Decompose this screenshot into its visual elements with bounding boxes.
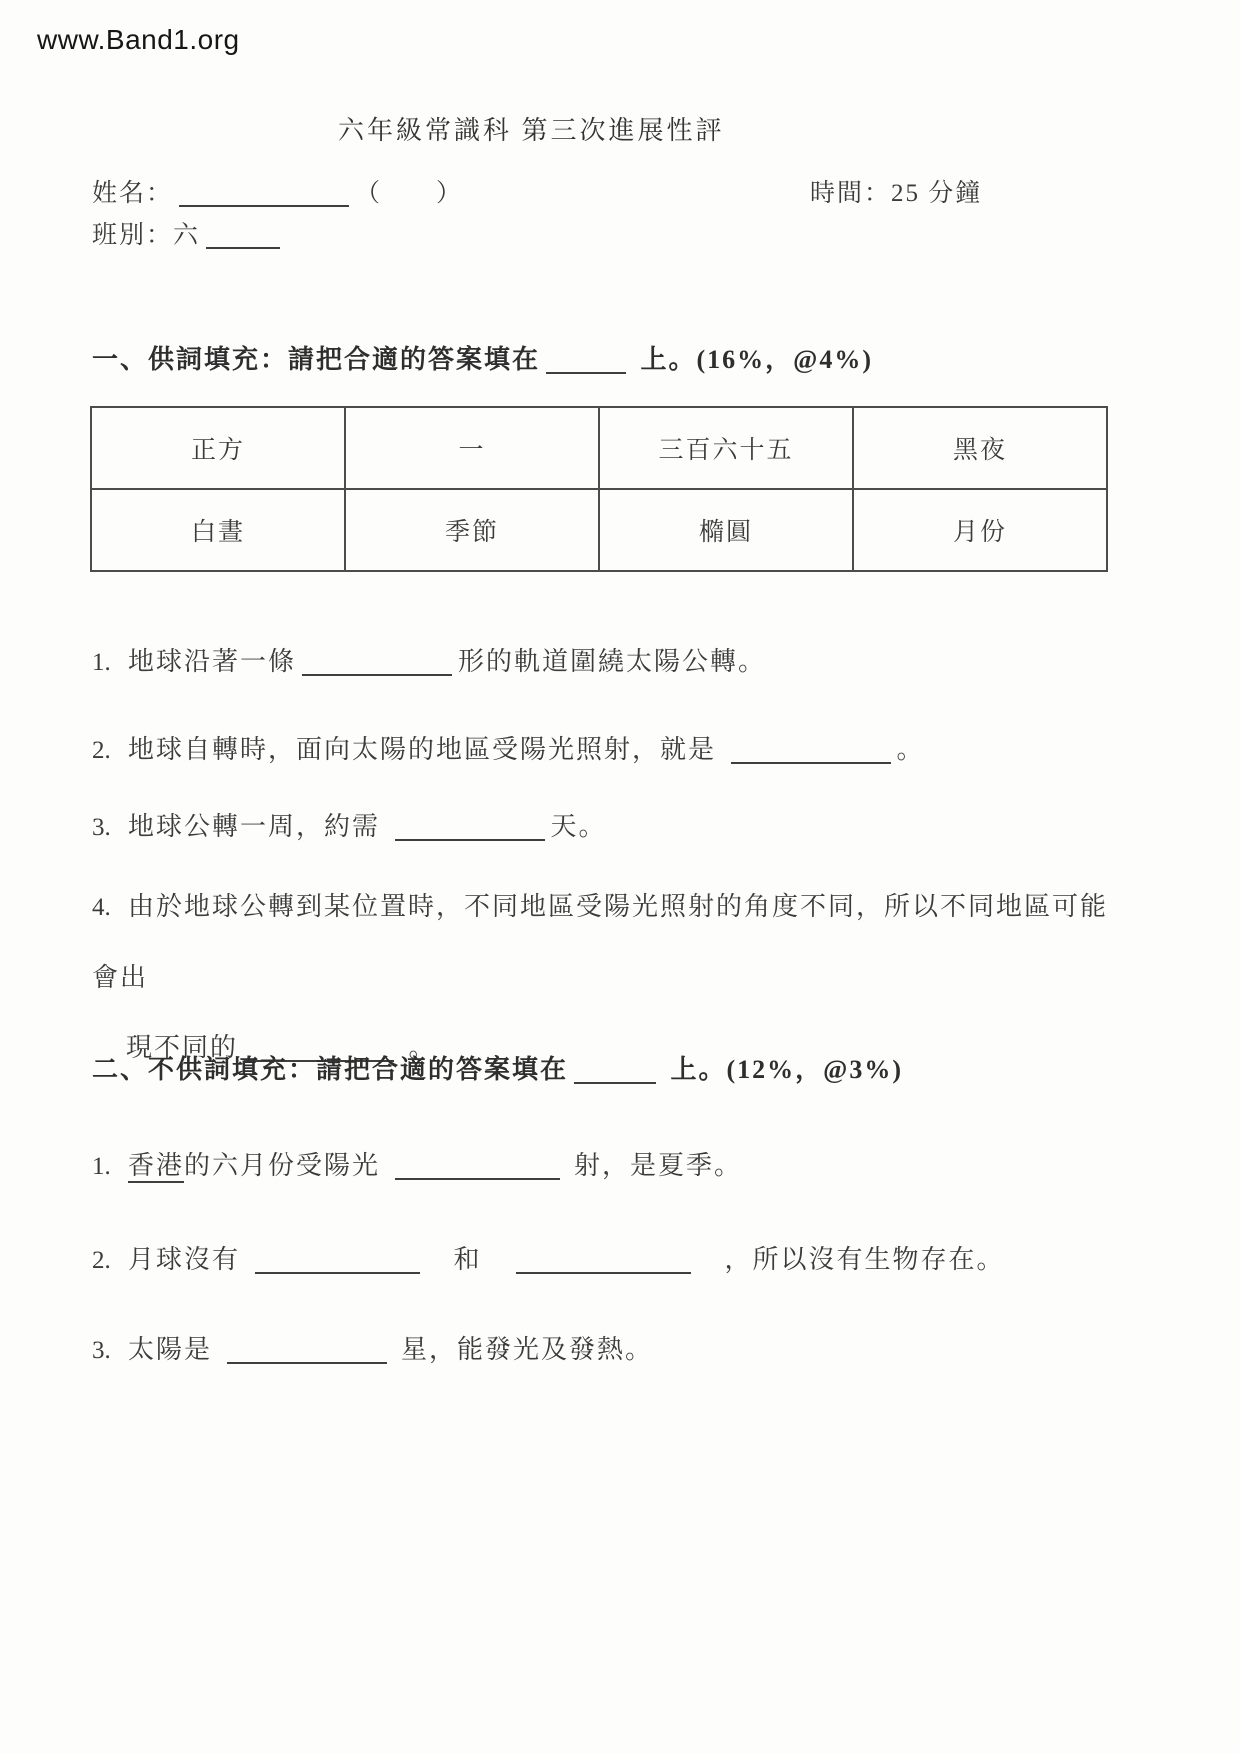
word-bank-cell: 三百六十五 <box>599 407 853 489</box>
answer-blank <box>516 1270 691 1274</box>
line-text: 和 <box>425 1245 510 1274</box>
line-text: 由於地球公轉到某位置時，不同地區受陽光照射的角度不同，所以不同地區可能會出 <box>92 892 1109 992</box>
section2-heading <box>92 1048 903 1092</box>
section1-question-2 <box>92 728 925 773</box>
word-bank-cell: 正方 <box>91 407 345 489</box>
line-text: 一、供詞填充：請把合適的答案填在 <box>92 345 541 374</box>
line-text: 。 <box>896 735 925 764</box>
line-text: ，所以沒有生物存在。 <box>696 1245 1005 1274</box>
line-text: 二、不供詞填充：請把合適的答案填在 <box>92 1055 569 1084</box>
answer-blank <box>574 1080 656 1084</box>
line-text: 地球公轉一周，約需 <box>128 812 389 841</box>
line-text: 上。(16%，@4%) <box>632 345 874 374</box>
underlined-text: 香港 <box>128 1151 184 1183</box>
question-number: 1. <box>92 1153 111 1180</box>
question-number: 3. <box>92 814 111 841</box>
word-bank-cell: 季節 <box>345 489 599 571</box>
line-text: 天。 <box>550 812 607 841</box>
answer-blank <box>731 760 891 764</box>
line-text: （ ） <box>355 180 464 207</box>
answer-blank <box>227 1360 387 1364</box>
word-bank-cell: 白晝 <box>91 489 345 571</box>
line-text: 月球沒有 <box>128 1245 249 1274</box>
line-text: 射，是夏季。 <box>565 1151 743 1180</box>
question-number: 2. <box>92 1247 111 1274</box>
word-bank-cell: 橢圓 <box>599 489 853 571</box>
answer-blank <box>546 370 626 374</box>
section1-question-3 <box>92 805 607 850</box>
word-bank-cell: 月份 <box>853 489 1107 571</box>
line-text: 姓名： <box>92 180 174 207</box>
word-bank-cell: 黑夜 <box>853 407 1107 489</box>
line-text: 上。(12%，@3%) <box>662 1055 904 1084</box>
section2-question-3 <box>92 1328 653 1373</box>
answer-blank <box>302 672 452 676</box>
section1-heading <box>92 338 873 382</box>
line-text: 太陽是 <box>128 1335 221 1364</box>
line-text: 形的軌道圍繞太陽公轉。 <box>458 647 767 676</box>
exam-title: 六年級常識科 第三次進展性評 <box>338 116 725 145</box>
question-number: 1. <box>92 649 111 676</box>
word-bank-row <box>91 407 1107 489</box>
section2-question-2 <box>92 1238 1005 1283</box>
line-text: 。 <box>400 1033 437 1062</box>
section1-question-1 <box>92 640 766 685</box>
line-text: 的六月份受陽光 <box>184 1151 389 1180</box>
watermark-url: www.Band1.org <box>37 24 240 55</box>
time-allowed-label: 時間：25 分鐘 <box>810 180 983 207</box>
line-text: 地球沿著一條 <box>128 647 297 676</box>
line-text: 地球自轉時，面向太陽的地區受陽光照射，就是 <box>128 735 725 764</box>
class-field-line <box>92 214 286 258</box>
answer-blank <box>395 837 545 841</box>
line-text: 現不同的 <box>126 1033 239 1062</box>
word-bank-cell: 一 <box>345 407 599 489</box>
question-number: 2. <box>92 737 111 764</box>
line-text: 星，能發光及發熱。 <box>392 1335 654 1364</box>
section2-question-1 <box>92 1144 742 1189</box>
question-number: 3. <box>92 1337 111 1364</box>
answer-blank <box>395 1176 560 1180</box>
answer-blank <box>206 245 280 249</box>
word-bank-row <box>91 489 1107 571</box>
answer-blank <box>179 203 349 207</box>
word-bank-table <box>90 406 1108 572</box>
line-text: 班別：六 <box>92 222 201 249</box>
answer-blank <box>255 1270 420 1274</box>
question-number: 4. <box>92 894 111 921</box>
name-field-line <box>92 172 463 216</box>
